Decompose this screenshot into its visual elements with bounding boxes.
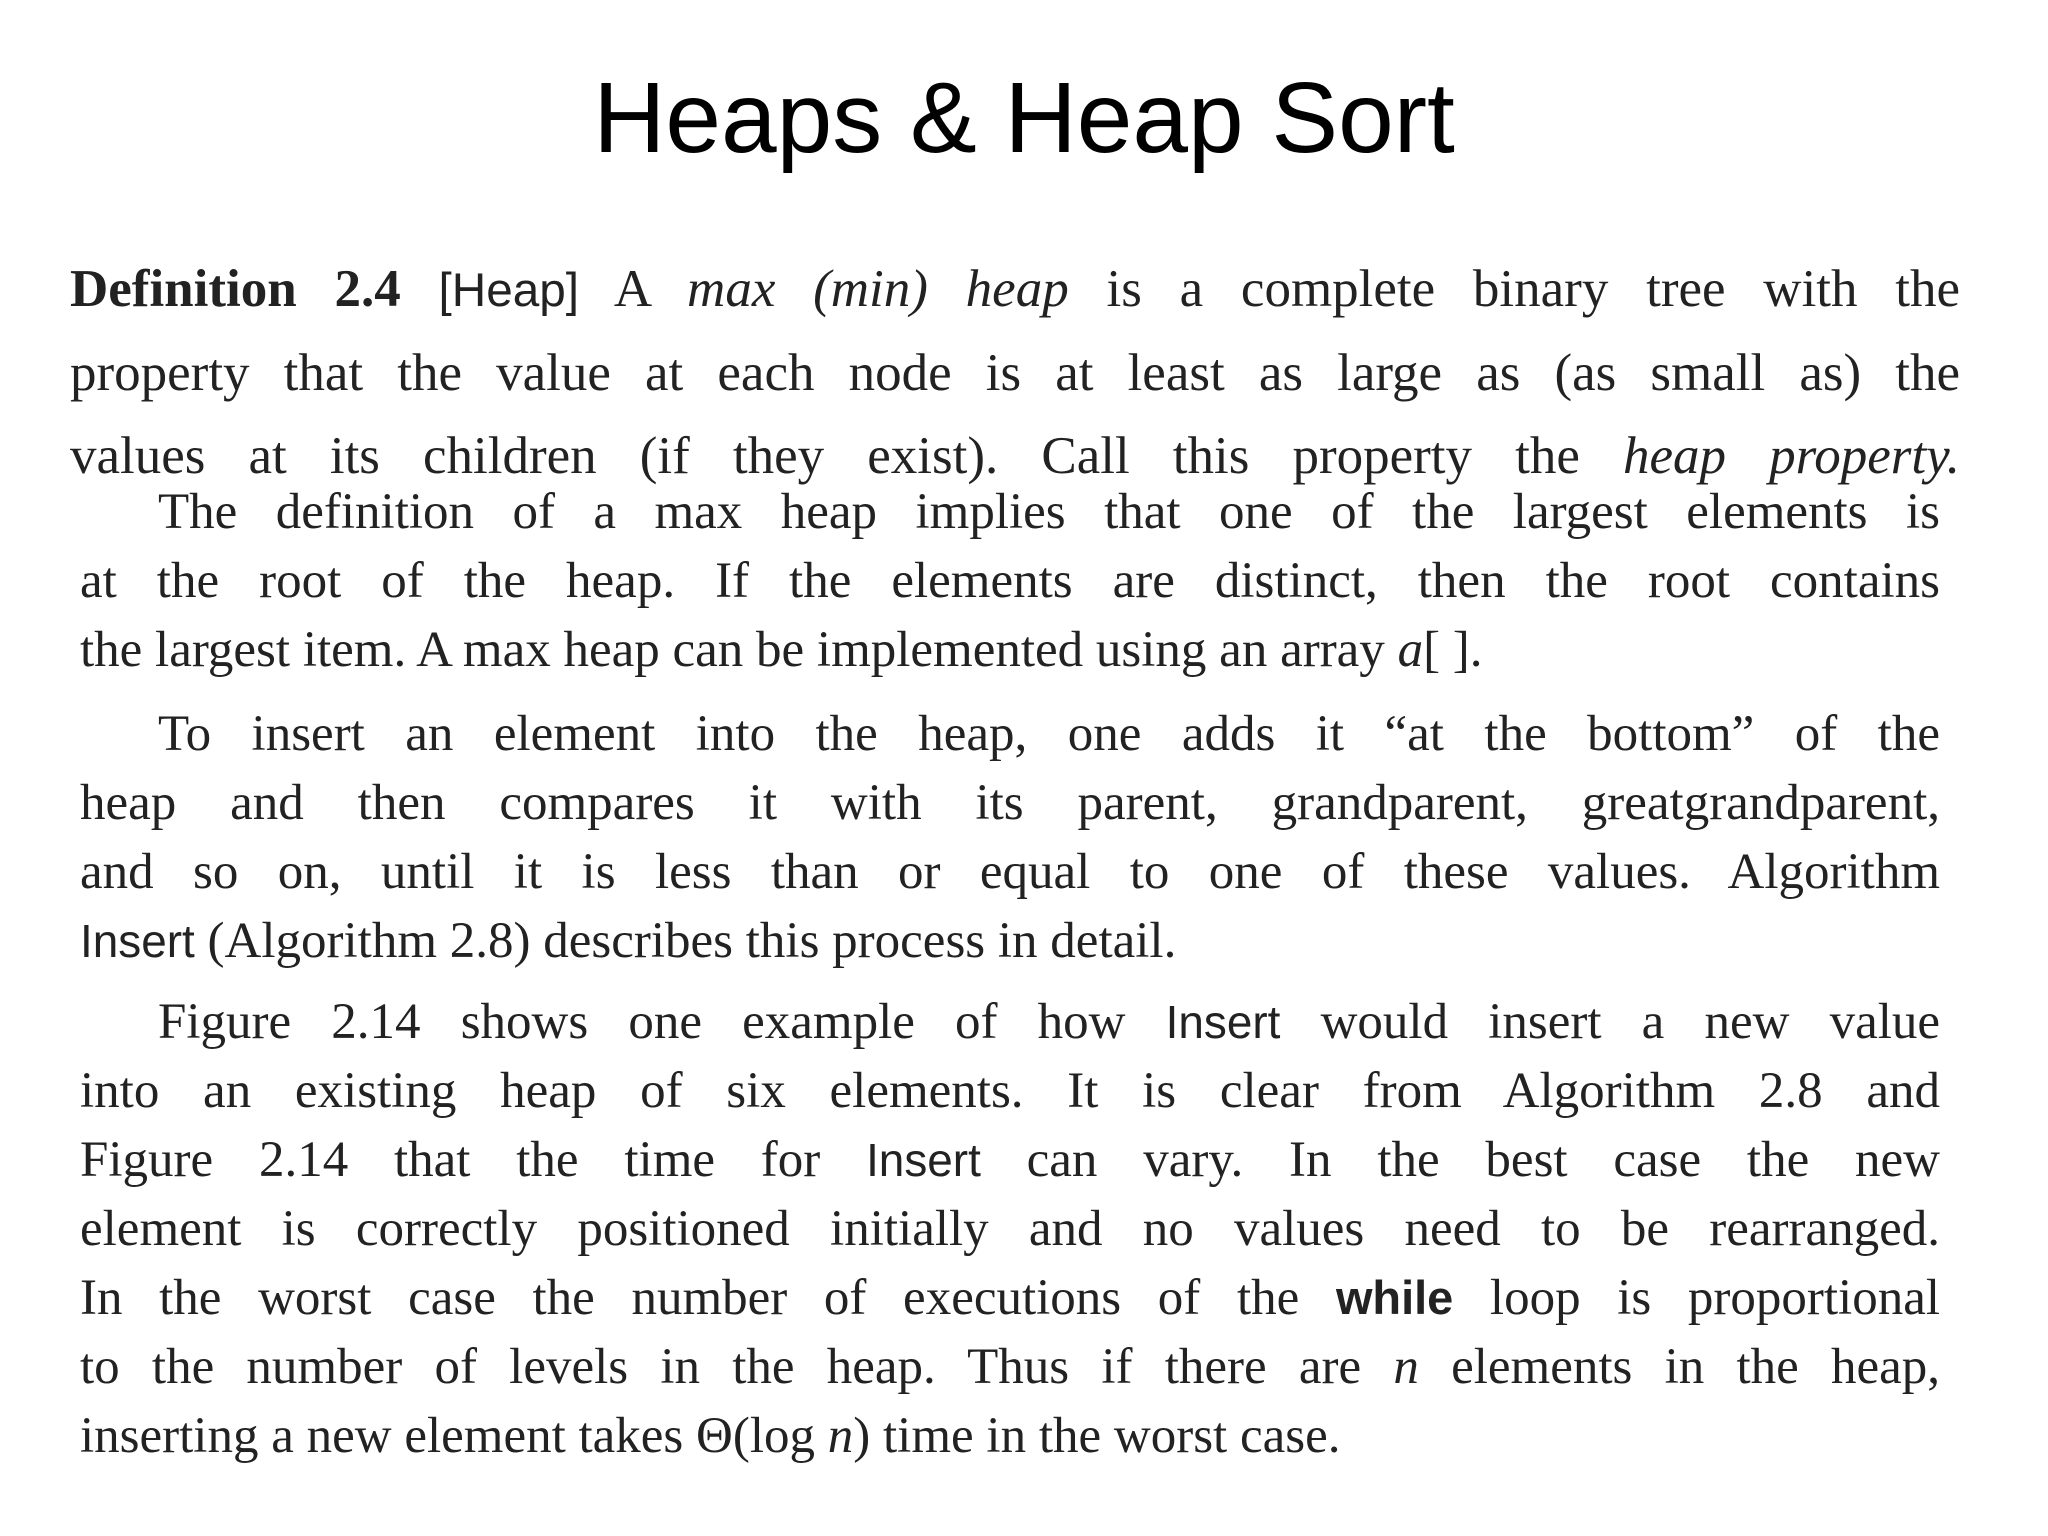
text-span: loop is proportional — [1489, 1270, 1941, 1326]
paragraph-line — [80, 907, 1940, 976]
var-a: a — [1397, 622, 1424, 678]
text-span: can vary. In the best case the new — [1026, 1132, 1940, 1188]
paragraph-line — [80, 988, 1940, 1057]
algo-insert: Insert — [80, 915, 195, 967]
paragraph-line: heap and then compares it with its parent, grandparent, greatgrandparent, — [80, 775, 1940, 831]
paragraph-line — [80, 1126, 1940, 1195]
text-span: the largest item. A max heap can be implemented using an array — [80, 622, 1385, 678]
term-heap-property: heap property. — [1622, 427, 1960, 485]
paragraph-line: element is correctly positioned initially and no values need to be rearranged. — [80, 1201, 1940, 1257]
var-n: n — [1393, 1339, 1419, 1395]
paragraph-line: The definition of a max heap implies that one of the largest elements is — [158, 484, 1940, 540]
term-max-min-heap: max (min) heap — [687, 260, 1069, 318]
paragraph-line: into an existing heap of six elements. It is clear from Algorithm 2.8 and — [80, 1063, 1940, 1119]
algo-insert: Insert — [866, 1134, 981, 1186]
text-span: is a complete binary tree with the — [1106, 260, 1961, 318]
text-span: A — [613, 260, 650, 318]
paragraph-line — [80, 616, 1940, 685]
text-span: Figure 2.14 that the time for — [80, 1132, 821, 1188]
paragraph-line: at the root of the heap. If the elements are distinct, then the root contains — [80, 553, 1940, 609]
definition-line: property that the value at each node is at least as large as (as small as) the — [70, 344, 1960, 402]
definition-tag: [Heap] — [438, 264, 580, 317]
text-span: ) time in the worst case. — [853, 1408, 1341, 1464]
text-span: Figure 2.14 shows one example of how — [158, 994, 1126, 1050]
slide-title: Heaps & Heap Sort — [593, 62, 1455, 174]
algo-insert: Insert — [1165, 996, 1281, 1048]
text-span: inserting a new element takes Θ(log — [80, 1408, 816, 1464]
text-span: would insert a new value — [1320, 994, 1941, 1050]
text-span: [ ]. — [1423, 622, 1483, 678]
paragraph-line: To insert an element into the heap, one adds it “at the bottom” of the — [158, 706, 1940, 762]
text-span: (Algorithm 2.8) describes this process in detail. — [207, 913, 1177, 969]
definition-label: Definition 2.4 — [70, 260, 401, 318]
definition-block — [70, 248, 1960, 498]
paragraph-insert — [80, 700, 1940, 976]
text-span: to the number of levels in the heap. Thus if there are — [80, 1339, 1362, 1395]
paragraph-line: and so on, until it is less than or equal to one of these values. Algorithm — [80, 844, 1940, 900]
paragraph-line — [80, 1333, 1940, 1402]
var-n: n — [827, 1408, 854, 1464]
text-span: In the worst case the number of executions of the — [80, 1270, 1300, 1326]
paragraph-line — [80, 1264, 1940, 1333]
definition-line — [70, 248, 1960, 332]
keyword-while: while — [1335, 1272, 1454, 1324]
paragraph-max-heap — [80, 478, 1940, 685]
text-span: elements in the heap, — [1451, 1339, 1941, 1395]
paragraph-line — [80, 1402, 1940, 1471]
paragraph-figure — [80, 988, 1940, 1471]
text-span: values at its children (if they exist). Call this property the — [70, 427, 1580, 485]
